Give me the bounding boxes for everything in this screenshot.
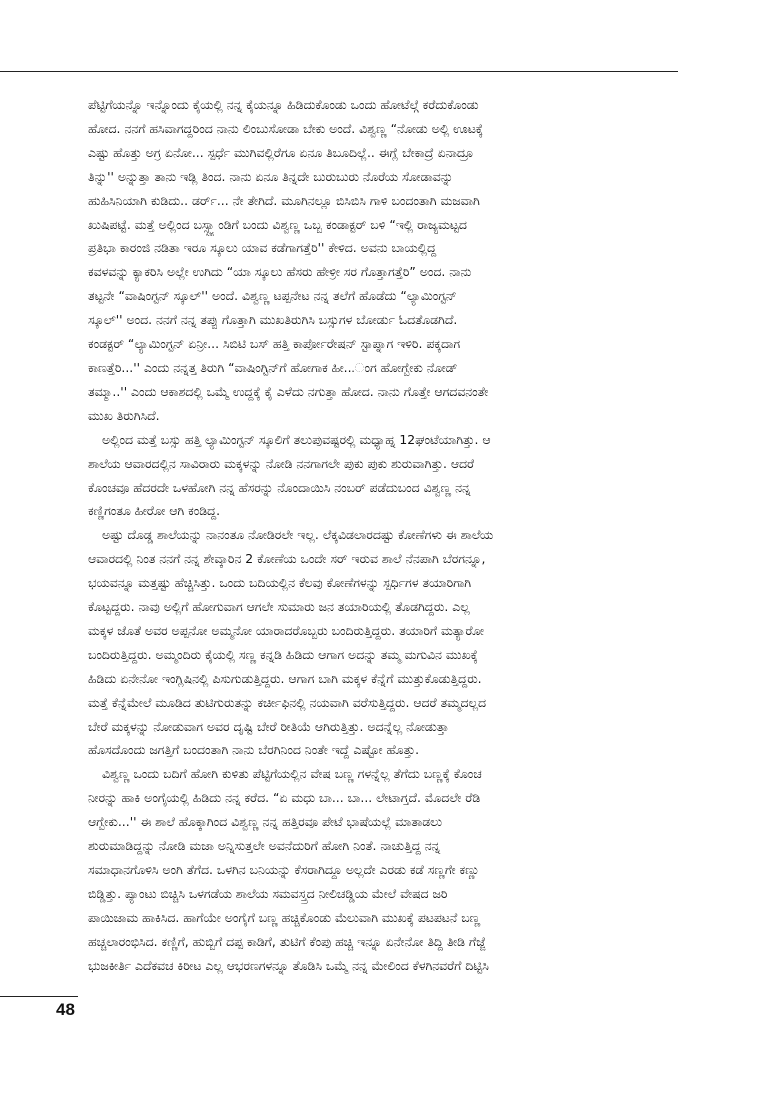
- text-line: ಬಂದಿರುತ್ತಿದ್ದರು. ಅಮ್ಮಂದಿರು ಕೈಯಲ್ಲಿ ಸಣ್ಣ ಕನ್ನಡಿ ಹಿಡಿದು ಆಗಾಗ ಅದನ್ನು ತಮ್ಮ ಮಗುವಿನ ಮುಖಕ್ಕೆ: [88, 646, 478, 662]
- text-line: ಹಿಡಿದು ಏನೇನೋ ಇಂಗ್ಲಿಷಿನಲ್ಲಿ ಪಿಸುಗುಡುತ್ತಿದ್ದರು. ಆಗಾಗ ಬಾಗಿ ಮಕ್ಕಳ ಕೆನ್ನೆಗೆ ಮುತ್ತುಕೊಡುತ್ತಿದ್ದರು.: [88, 670, 482, 686]
- text-line: ನೀರನ್ನು ಹಾಕಿ ಅಂಗೈಯಲ್ಲಿ ಹಿಡಿದು ನನ್ನ ಕರೆದ. “ಏ ಮಧು ಬಾ... ಬಾ... ಲೇಟಾಗ್ತದೆ. ಮೊದಲೇ ರೆಡಿ: [88, 790, 481, 806]
- text-line: ಎಷ್ಟು ಹೊತ್ತು ಅಗ್ರ ಏನೋ... ಸ್ಪರ್ಧೆ ಮುಗಿವಲ್ಲಿರೆಗೂ ಏನೂ ತಿಬೂದಿಲ್ಲೆ.. ಈಗ್ಲೆ ಬೇಕಾದ್ರೆ ಏನಾದ್ರೂ: [88, 144, 474, 160]
- text-line: ತಮ್ಮಾ..'' ಎಂದು ಆಕಾಶದಲ್ಲಿ ಒಮ್ಮೆ ಉದ್ದಕ್ಕೆ ಕೈ ಎಳೆದು ನಗುತ್ತಾ ಹೋದ. ನಾನು ಗೊತ್ತೇ ಆಗದವನಂತೇ: [88, 383, 489, 399]
- text-line: ಹಚ್ಚಲಾರಂಭಿಸಿದ. ಕಣ್ಣಿಗೆ, ಹುಬ್ಬಿಗೆ ದಪ್ಪ ಕಾಡಿಗೆ, ತುಟಿಗೆ ಕೆಂಪು ಹಚ್ಚಿ ಇನ್ನೂ ಏನೇನೋ ತಿದ್ದಿ ತೀಡಿ ಗೆಜ್ಜೆ: [88, 933, 486, 949]
- text-line: ಆವಾರದಲ್ಲಿ ನಿಂತ ನನಗೆ ನನ್ನ ಶೇವ್ಕಾರಿನ 2 ಕೋಣೆಯ ಒಂದೇ ಸರ್ ಇರುವ ಶಾಲೆ ನೆನಪಾಗಿ ಬೆರಗನ್ನೂ,: [88, 551, 486, 567]
- text-line: ಕಣ್ಣಿಗಂತೂ ಹೀರೋ ಆಗಿ ಕಂಡಿದ್ದ.: [88, 503, 221, 519]
- text-line: ಹೊಸದೊಂದು ಜಗತ್ತಿಗೆ ಬಂದಂತಾಗಿ ನಾನು ಬೆರಗಿನಿಂದ ನಿಂತೇ ಇದ್ದೆ ಎಷ್ಟೋ ಹೊತ್ತು.: [88, 742, 420, 758]
- text-line: ಸ್ಕೂಲ್'' ಅಂದ. ನನಗೆ ನನ್ನ ತಪ್ಪು ಗೊತ್ತಾಗಿ ಮುಖತಿರುಗಿಸಿ ಬಸ್ಸುಗಳ ಬೋರ್ಡು ಓದತೊಡಗಿದೆ.: [88, 312, 458, 328]
- text-line: ಹುಹಿಸಿನಿಯಾಗಿ ಕುಡಿದು.. ಡರ್ರ್... ನೇ ತೇಗಿದೆ. ಮೂಗಿನಲ್ಲೂ ಬಿಸಿಬಿಸಿ ಗಾಳಿ ಬಂದಂತಾಗಿ ಮಜವಾಗಿ: [88, 192, 480, 208]
- text-line: ಆಗ್ಬೇಕು...'' ಈ ಶಾಲೆ ಹೊಕ್ಕಾಗಿಂದ ವಿಶ್ವಣ್ಣ ನನ್ನ ಹತ್ತಿರವೂ ಪೇಟೆ ಭಾಷೆಯಲ್ಲೆ ಮಾತಾಡಲು: [88, 814, 443, 830]
- text-line: ಕಾಣತ್ತೆರಿ...'' ಎಂದು ನನ್ನತ್ತ ತಿರುಗಿ “ವಾಷಿಂಗ್ಟಿನ್‌ಗೆ ಹೋಗಾಕ ಹೀ...ಂಗ ಹೋಗ್ಬೇಕು ನೋಡ್: [88, 359, 458, 375]
- text-line: ಪ್ರತಿಭಾ ಕಾರಂಜಿ ನಡಿತಾ ಇರೂ ಸ್ಕೂಲು ಯಾವ ಕಡೆಗಾಗತ್ತೆರಿ'' ಕೇಳಿದ. ಅವನು ಬಾಯಲ್ಲಿದ್ದ: [88, 240, 437, 256]
- text-line: ಕವಳವನ್ನು ಕ್ಯಾಕರಿಸಿ ಅಲ್ಲೇ ಉಗಿದು “ಯಾ ಸ್ಕೂಲು ಹೆಸರು ಹೇಳ್ರೀ ಸರ ಗೊತ್ತಾಗತ್ತೆರಿ” ಅಂದ. ನಾನು: [88, 264, 472, 280]
- text-line: ಭಯವನ್ನೂ ಮತ್ತಷ್ಟು ಹೆಚ್ಚಿಸಿತ್ತು. ಒಂದು ಬದಿಯಲ್ಲಿನ ಕೆಲವು ಕೋಣೆಗಳನ್ನು ಸ್ಪರ್ಧಿಗಳ ತಯಾರಿಗಾಗಿ: [88, 575, 472, 591]
- text-line: ಬಿಡ್ಡಿತ್ತು. ಪ್ಯಾಂಟು ಬಿಚ್ಚಿಸಿ ಒಳಗಡೆಯ ಶಾಲೆಯ ಸಮವಸ್ತ್ರದ ನೀಲಿಚಡ್ಡಿಯ ಮೇಲೆ ವೇಷದ ಜರಿ: [88, 885, 448, 901]
- text-line: ಕೊಂಚವೂ ಹೆದರದೇ ಒಳಹೋಗಿ ನನ್ನ ಹೆಸರನ್ನು ನೊಂದಾಯಿಸಿ ನಂಬರ್ ಪಡೆದುಬಂದ ವಿಶ್ವಣ್ಣ ನನ್ನ: [88, 479, 471, 495]
- text-line: ಸಮಾಧಾನಗೊಳಿಸಿ ಅಂಗಿ ತೆಗೆದ. ಒಳಗಿನ ಬನಿಯನ್ನು ಕೆಸರಾಗಿದ್ದೂ ಅಲ್ಲದೇ ಎರಡು ಕಡೆ ಸಣ್ಣಗೇ ಕಣ್ಣು: [88, 862, 480, 877]
- text-line: ಮುಖ ತಿರುಗಿಸಿದೆ.: [88, 407, 160, 423]
- text-line: ಖುಷಿಪಟ್ಟೆ. ಮತ್ತೆ ಅಲ್ಲಿಂದ ಬಸ್ಸ್ಟ್ಯಾಂಡಿಗೆ ಬಂದು ವಿಶ್ವಣ್ಣ ಒಬ್ಬ ಕಂಡಾಕ್ಟರ್ ಬಳಿ “ಇಲ್ಲಿ ರಾಜ್ಯಮಟ್ಟದ: [88, 216, 467, 232]
- text-line: ಭುಜಕೀರ್ತಿ ಎದೆಕವಚ ಕಿರೀಟ ಎಲ್ಲ ಆಭರಣಗಳನ್ನೂ ತೊಡಿಸಿ ಒಮ್ಮೆ ನನ್ನ ಮೇಲಿಂದ ಕೆಳಗಿನವರೆಗೆ ದಿಟ್ಟಿಸಿ: [88, 957, 489, 973]
- text-line: ಮಕ್ಕಳ ಜೊತೆ ಅವರ ಅಪ್ಪನೋ ಅಮ್ಮನೋ ಯಾರಾದರೊಬ್ಬರು ಬಂದಿರುತ್ತಿದ್ದರು. ತಯಾರಿಗೆ ಮತ್ಯಾರೋ: [88, 622, 484, 638]
- text-line: ತಿನ್ನು'' ಅನ್ನುತ್ತಾ ತಾನು ಇಡ್ಲಿ ತಿಂದ. ನಾನು ಏನೂ ತಿನ್ನದೇ ಬುರುಬುರು ನೊರೆಯ ಸೋಡಾವನ್ನು: [88, 168, 454, 184]
- text-line: ತಟ್ಟನೇ “ವಾಷಿಂಗ್ಟನ್ ಸ್ಕೂಲ್'' ಅಂದೆ. ವಿಶ್ವಣ್ಣ ಟಪ್ಪನೇಟ ನನ್ನ ತಲೆಗೆ ಹೊಡೆದು “ಲ್ಯಾಮಿಂಗ್ಟನ್: [88, 288, 457, 304]
- paragraph-first-line: ಅಷ್ಟು ದೊಡ್ಡ ಶಾಲೆಯನ್ನು ನಾನಂತೂ ನೋಡಿರಲೇ ಇಲ್ಲ. ಲೆಕ್ಕವಿಡಲಾರದಷ್ಟು ಕೋಣೆಗಳು ಈ ಶಾಲೆಯ: [102, 527, 494, 543]
- text-line: ಹೋದ. ನನಗೆ ಹಸಿವಾಗದ್ದರಿಂದ ನಾನು ಲಿಂಬುಸೋಡಾ ಬೇಕು ಅಂದೆ. ವಿಶ್ವಣ್ಣ “ನೋಡು ಅಲ್ಲಿ ಊಟಕ್ಕೆ: [88, 120, 484, 136]
- footer-rule: [0, 996, 78, 997]
- text-line: ಶುರುಮಾಡಿದ್ದನ್ನು ನೋಡಿ ಮಜಾ ಅನ್ನಿಸುತ್ತಲೇ ಅವನೆದುರಿಗೆ ಹೋಗಿ ನಿಂತೆ. ನಾಚುತ್ತಿದ್ದ ನನ್ನ: [88, 838, 441, 854]
- text-line: ಪೆಟ್ಟಿಗೆಯನ್ನೊ ಇನ್ನೊಂದು ಕೈಯಲ್ಲಿ ನನ್ನ ಕೈಯನ್ನೂ ಹಿಡಿದುಕೊಂಡು ಒಂದು ಹೋಟೆಲ್ಗೆ ಕರೆದುಕೊಂಡು: [88, 97, 479, 112]
- page-body-text: [88, 93, 682, 978]
- text-line: ಮತ್ತೆ ಕೆನ್ನೆಮೇಲೆ ಮೂಡಿದ ತುಟಿಗುರುತನ್ನು ಕರ್ಚೀಫಿನಲ್ಲಿ ನಯವಾಗಿ ವರೆಸುತ್ತಿದ್ದರು. ಆದರೆ ತಮ್ಮದಲ್ಲದ: [88, 694, 487, 710]
- page-number: 48: [56, 1000, 75, 1019]
- paragraph-first-line: ವಿಶ್ವಣ್ಣ ಒಂದು ಬದಿಗೆ ಹೋಗಿ ಕುಳಿತು ಪೆಟ್ಟಿಗೆಯಲ್ಲಿನ ವೇಷ ಬಣ್ಣ ಗಳನ್ನೆಲ್ಲ ತೆಗೆದು ಬಣ್ಣಕ್ಕೆ ಕೊಂಚ: [102, 766, 482, 782]
- text-line: ಕೊಟ್ಟದ್ದರು. ನಾವು ಅಲ್ಲಿಗೆ ಹೋಗುವಾಗ ಆಗಲೇ ಸುಮಾರು ಜನ ತಯಾರಿಯಲ್ಲಿ ತೊಡಗಿದ್ದರು. ಎಲ್ಲ: [88, 599, 470, 615]
- text-line: ಪಾಯಿಜಾಮ ಹಾಕಿಸಿದ. ಹಾಗೆಯೇ ಅಂಗೈಗೆ ಬಣ್ಣ ಹಚ್ಚಿಕೊಂಡು ಮೆಲುವಾಗಿ ಮುಖಕ್ಕೆ ಪಟಪಟನೆ ಬಣ್ಣ: [88, 909, 481, 925]
- text-line: ಬೇರೆ ಮಕ್ಕಳನ್ನು ನೋಡುವಾಗ ಅವರ ದೃಷ್ಟಿ ಬೇರೆ ರೀತಿಯೆ ಆಗಿರುತ್ತಿತ್ತು. ಅದನ್ನೆಲ್ಲ ನೋಡುತ್ತಾ: [88, 718, 449, 734]
- header-rule: [0, 71, 678, 72]
- text-line: ಶಾಲೆಯ ಆವಾರದಲ್ಲಿನ ಸಾವಿರಾರು ಮಕ್ಕಳನ್ನು ನೋಡಿ ನನಗಾಗಲೇ ಪುಕು ಪುಕು ಶುರುವಾಗಿತ್ತು. ಆದರೆ: [88, 455, 475, 471]
- text-line: ಕಂಡಕ್ಟರ್ “ಲ್ಯಾಮಿಂಗ್ಟನ್ ಏನ್ರೀ... ಸಿಬಿಟಿ ಬಸ್ ಹತ್ತಿ ಕಾರ್ಪೋರೇಷನ್ ಸ್ಟಾಪ್ನಾಗ ಇಳಿರಿ. ಪಕ್ಕದಾಗ: [88, 336, 461, 352]
- paragraph-first-line: ಅಲ್ಲಿಂದ ಮತ್ತೆ ಬಸ್ಸು ಹತ್ತಿ ಲ್ಯಾಮಿಂಗ್ಟನ್ ಸ್ಕೂಲಿಗೆ ತಲುಪುವಷ್ಟರಲ್ಲಿ ಮಧ್ಯಾಹ್ನ 12ಘಂಟೆಯಾಗಿತ್ತು. ಆ: [102, 431, 491, 447]
